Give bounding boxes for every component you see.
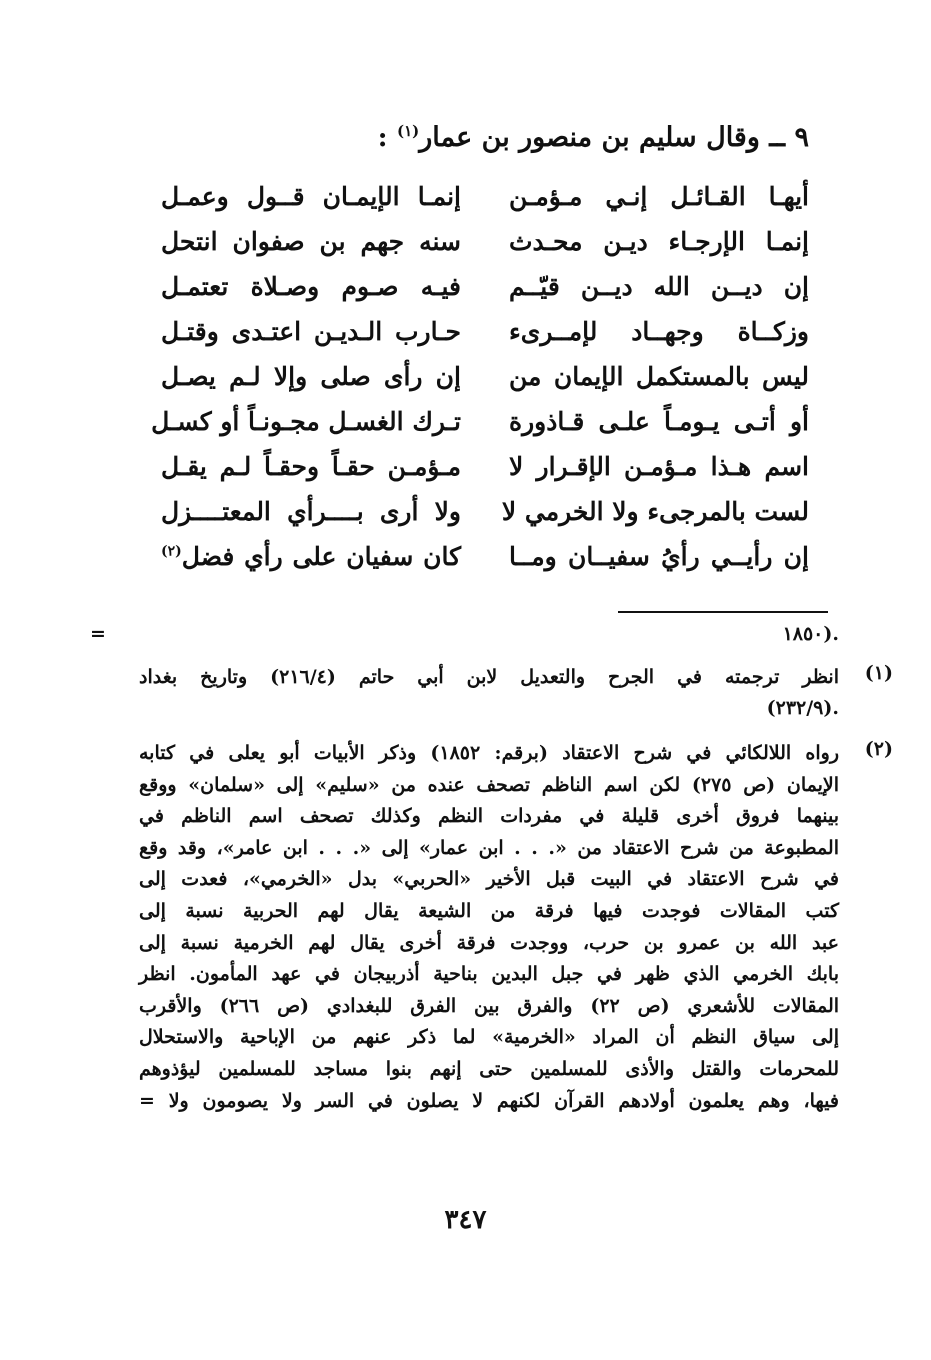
footnote-line: المطبوعة من شرح الاعتقاد من «. . . ابن عمار» إلى «. . . ابن عامر»، وقد وقع: [139, 836, 839, 859]
verse-second-hemistich: إنمـا الإيمـان قــول وعمـل: [161, 182, 461, 211]
footnote-continuation: [90, 623, 839, 645]
poem-block: [0, 182, 931, 602]
section-heading: [378, 122, 809, 153]
footnote-2: [139, 738, 893, 1117]
verse-second-hemistich: سنه جهم بن صفوان انتحل: [161, 227, 461, 256]
verse-second-hemistich: فيـه صـوم وصـلاة تعتمـل: [161, 272, 461, 301]
footnote-number: (٢): [864, 738, 893, 760]
footnote-line: الإيمان (ص ٢٧٥) لكن اسم الناظم تصحف عنده من «سليم» إلى «سلمان» ووقع: [139, 773, 839, 796]
verse-second-hemistich: [161, 542, 461, 571]
verse-row: [0, 182, 931, 226]
footnote-1: [139, 662, 893, 724]
footnote-line: انظر ترجمته في الجرح والتعديل لابن أبي حاتم (٢١٦/٤) وتاريخ بغداد: [139, 666, 840, 688]
verse-second-hemistich: حـارب الـديـن اعتـدى وقتـل: [161, 317, 461, 346]
footnote-line: إلى سياق النظم أن المراد «الخرمية» لما ذكر عنهم من الإباحية والاستحلال: [139, 1026, 839, 1049]
verse-first-hemistich: إن ديــن الله ديــن قيّــم: [509, 272, 809, 301]
verse-first-hemistich: إن رأيــي رأيُ سفيــان ومــا: [509, 542, 809, 571]
footnote-line: في شرح الاعتقاد في البيت قبل الأخير «الحربي» بدل «الخرمي»، فعدت إلى: [139, 868, 839, 891]
verse-second-hemistich: ولا أرى بــــرأي المعتــــزل: [161, 497, 461, 526]
verse-first-hemistich: اسم هـذا مـؤمـن الإقـرار لا: [509, 452, 809, 481]
footnote-line: عبد الله بن عمرو بن حرب، ووجدت فرقة أخرى يقال لهم الخرمية نسبة إلى: [139, 931, 839, 954]
heading-footnote-ref[interactable]: (١): [396, 122, 420, 140]
verse-row: [0, 272, 931, 316]
verse-second-hemistich: إن رأى صلى وإلا لـم يصـل: [161, 362, 461, 391]
verse-row: [0, 497, 931, 541]
footnote-line: بابك الخرمي الذي ظهر في جبل البدين بناحية أذربيجان في عهد المأمون. انظر: [139, 963, 839, 986]
continuation-text: .(١٨٥٠: [782, 623, 839, 645]
footnote-line: .(٢٣٢/٩): [766, 697, 839, 719]
footnote-line: رواه اللالكائي في شرح الاعتقاد (برقم: ١٨٥٢) وذكر الأبيات أبو يعلى في كتابه: [139, 742, 839, 764]
verse-row: [0, 542, 931, 586]
footnote-line: كتب المقالات فوجدت فيها فرقة من الشيعة يقال لهم الحربية نسبة إلى: [139, 899, 839, 922]
verse-first-hemistich: إنمـا الإرجـاء ديـن محـدث: [509, 227, 809, 256]
heading-colon: :: [377, 122, 397, 153]
footnote-line: المقالات للأشعري (ص ٢٢) والفرق بين الفرق للبغدادي (ص ٢٦٦) والأقرب: [139, 994, 840, 1017]
verse-first-hemistich: لست بالمرجىء ولا الخرمي لا: [501, 497, 809, 526]
footnote-line: فيها، وهم يعلمون أولادهم القرآن لكنهم لا يصلون في السر ولا يصومون ولا =: [139, 1089, 839, 1112]
footnote-separator: [618, 611, 828, 613]
continuation-mark: =: [90, 623, 106, 645]
page-number: ٣٤٧: [444, 1205, 487, 1235]
verse-first-hemistich: أيهـا القـائـل إنـي مـؤمـن: [509, 182, 809, 211]
footnote-line: بينهما فروق أخرى قليلة في مفردات النظم وكذلك تصحف اسم الناظم في: [139, 805, 839, 828]
verse-first-hemistich: أو أتـى يـومـاً علـى قـاذورة: [509, 407, 809, 436]
verse-first-hemistich: ليس بالمستكمل الإيمان من: [509, 362, 809, 391]
verse-footnote-ref[interactable]: (٢): [161, 543, 182, 560]
verse-second-hemistich: تـرك الغسـل مجـونـاً أو كسـل: [151, 407, 461, 436]
footnote-line: للمحرمات والقتل والأذى للمسلمين حتى إنهم بنوا مساجد للمسلمين ليؤذوهم: [139, 1057, 839, 1080]
heading-text: ٩ ــ وقال سليم بن منصور بن عمار: [419, 122, 809, 153]
verse-row: [0, 452, 931, 496]
verse-first-hemistich: وزكــاة وجهــاد لإمــرىء: [509, 317, 809, 346]
footnote-number: (١): [864, 662, 893, 684]
verse-row: [0, 227, 931, 271]
verse-row: [0, 407, 931, 451]
verse-second-text: كان سفيان على رأي فضل: [181, 542, 461, 571]
verse-row: [0, 317, 931, 361]
verse-row: [0, 362, 931, 406]
verse-second-hemistich: مـؤمـن حقـاً وحقـاً لـم يقـل: [161, 452, 461, 481]
